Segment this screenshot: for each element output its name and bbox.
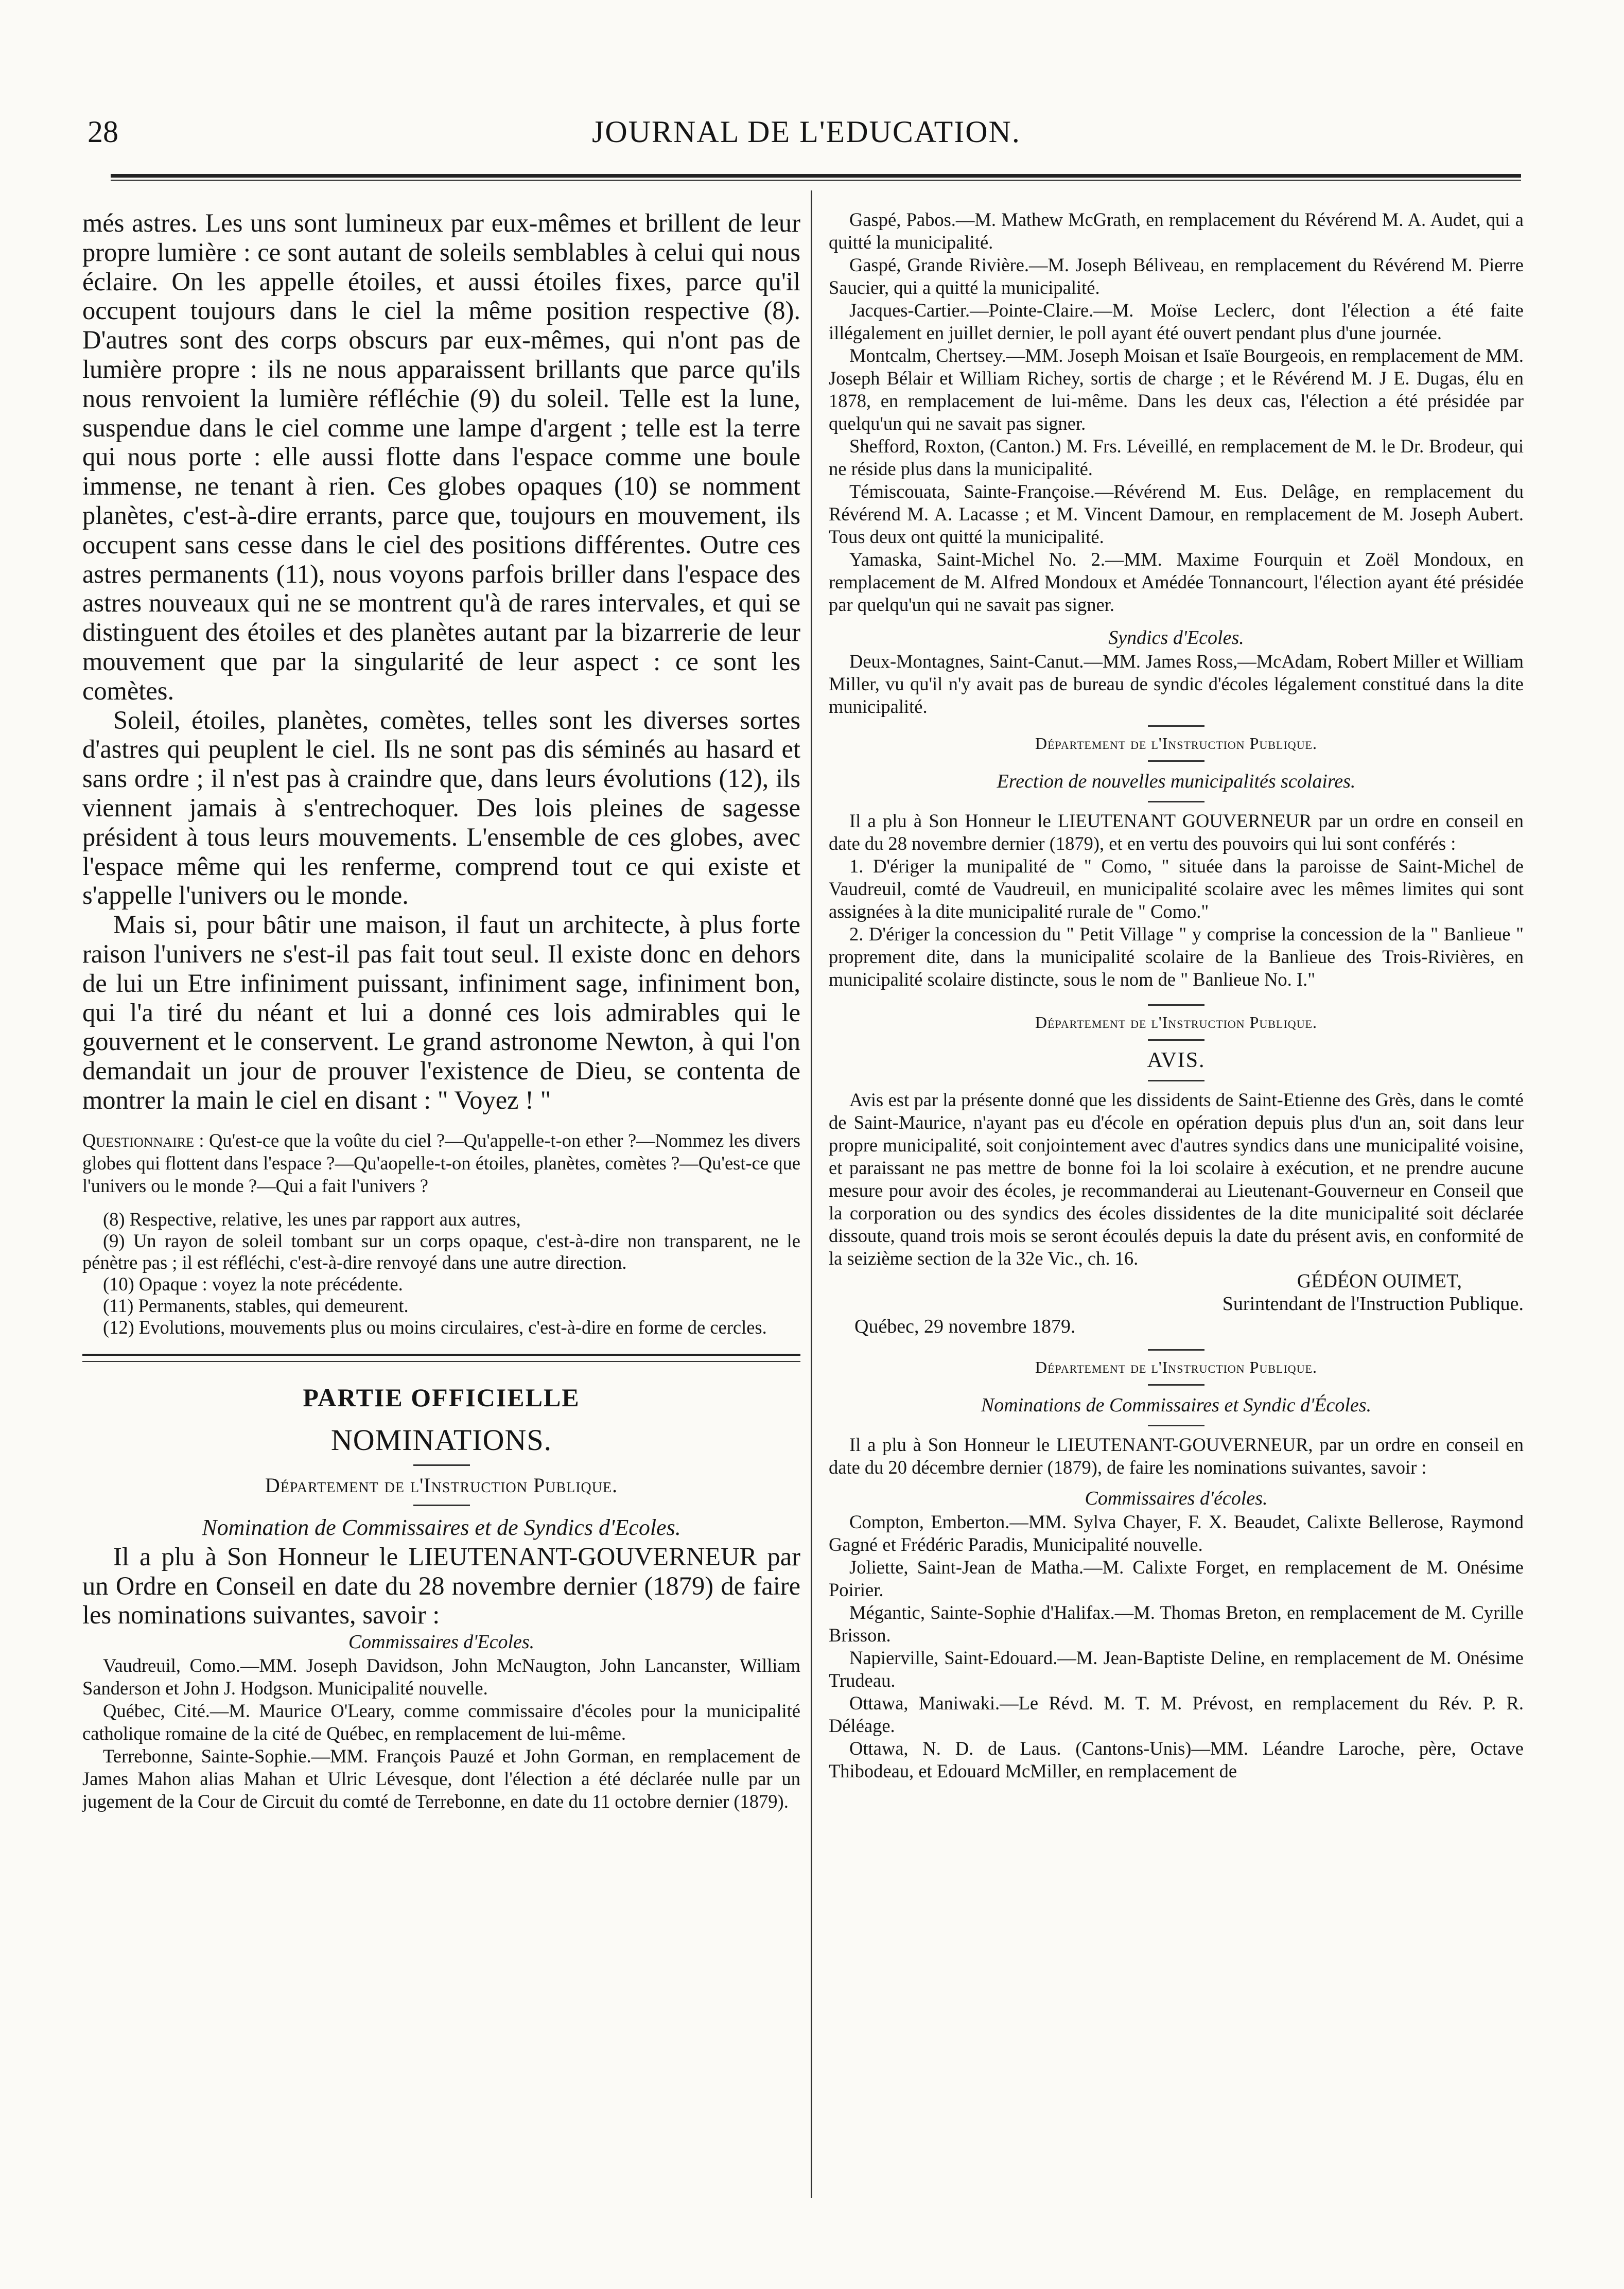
- article-paragraph: Soleil, étoiles, planètes, comètes, telles sont les diverses sortes d'astres qui peuplent le ciel. Ils ne sont pas dis séminés au hasard et sans ordre ; il n'est pas à craindre que, dans leurs évolutions (12), ils viennent jamais à s'entrechoquer. Des lois pleines de sagesse président à tous leurs mouvements. L'ensemble de ces globes, avec l'espace même qui les renferme, comprend tout ce qui existe et s'appelle l'univers ou le monde.: [82, 705, 800, 910]
- nomination-entry: Ottawa, Maniwaki.—Le Révd. M. T. M. Prévost, en remplacement du Rév. P. R. Déléage.: [829, 1692, 1524, 1736]
- nomination-entry: Jacques-Cartier.—Pointe-Claire.—M. Moïse Leclerc, dont l'élection a été faite illégalement en juillet dernier, le poll ayant été ouvert pendant plus d'une journée.: [829, 300, 1524, 343]
- department-heading: Département de l'Instruction Publique.: [265, 1473, 618, 1497]
- article-body: [82, 208, 800, 1115]
- header-rule: [111, 174, 1521, 181]
- article-paragraph: Mais si, pour bâtir une maison, il faut un architecte, à plus forte raison l'univers ne s'est-il pas fait tout seul. Il existe donc en dehors de lui un Etre infiniment puissant, infiniment sage, infiniment bon, qui l'a tiré du néant et lui a donné ces lois admirables qui le gouvernent et le conservent. Le grand astronome Newton, à qui l'on demandait un jour de prouver l'existence de Dieu, se contenta de montrer la main le ciel en disant : " Voyez ! ": [82, 910, 800, 1114]
- nominations-heading: NOMINATIONS.: [330, 1423, 552, 1457]
- short-rule: [1148, 1349, 1204, 1351]
- short-rule: [1148, 1039, 1204, 1041]
- nomination-entry: Montcalm, Chertsey.—MM. Joseph Moisan et Isaïe Bourgeois, en remplacement de MM. Joseph Bélair et William Richey, sortis de charge ; et le Révérend M. J E. Dugas, élu en 1878, en remplacement de lui-même. Dans les deux cas, l'élection a été présidée par quelqu'un qui ne savait pas signer.: [829, 345, 1524, 434]
- short-rule: [1148, 1004, 1204, 1006]
- syndics-entry: Deux-Montagnes, Saint-Canut.—MM. James Ross,—McAdam, Robert Miller et William Miller, vu qu'il n'y avait pas de bureau de syndic d'écoles légalement constitué dans la dite municipalité.: [829, 651, 1524, 717]
- signature: GÉDÉON OUIMET,: [1297, 1270, 1462, 1292]
- footnote: (9) Un rayon de soleil tombant sur un corps opaque, c'est-à-dire non transparent, ne le pénètre pas ; il est réfléchi, c'est-à-dire renvoyé dans une autre direction.: [82, 1230, 800, 1273]
- erection-item: 1. D'ériger la munipalité de " Como, " située dans la paroisse de Saint-Michel de Vaudreuil, comté de Vaudreuil, en municipalité scolaire avec les mêmes limites qui sont assignées à la dite municipalité rurale de " Como.": [829, 855, 1524, 922]
- avis-heading: AVIS.: [1147, 1049, 1206, 1072]
- short-rule: [1148, 1425, 1204, 1426]
- official-heading: PARTIE OFFICIELLE: [303, 1383, 580, 1412]
- nomination-title: Nomination de Commissaires et de Syndics d'Ecoles.: [202, 1514, 681, 1540]
- nomination-entry: Shefford, Roxton, (Canton.) M. Frs. Léveillé, en remplacement de M. le Dr. Brodeur, qui ne réside plus dans la municipalité.: [829, 435, 1524, 479]
- questionnaire-label: Questionnaire :: [82, 1129, 204, 1151]
- left-column: [82, 208, 800, 1813]
- nomination-entry: Ottawa, N. D. de Laus. (Cantons-Unis)—MM. Léandre Laroche, père, Octave Thibodeau, et Edouard McMiller, en remplacement de: [829, 1738, 1524, 1781]
- short-rule: [1148, 725, 1204, 727]
- nomination-entry: Québec, Cité.—M. Maurice O'Leary, comme commissaire d'écoles pour la municipalité catholique romaine de la cité de Québec, en remplacement de lui-même.: [82, 1700, 800, 1744]
- nomination-entry: Vaudreuil, Como.—MM. Joseph Davidson, John McNaugton, John Lancanster, William Sanderson et John J. Hodgson. Municipalité nouvelle.: [82, 1655, 800, 1699]
- short-rule: [1148, 1384, 1204, 1386]
- nomination-entry: Témiscouata, Sainte-Françoise.—Révérend M. Eus. Delâge, en remplacement du Révérend M. A. Lacasse ; et M. Vincent Damour, en remplacement de M. Joseph Aubert. Tous deux ont quitté la municipalité.: [829, 481, 1524, 547]
- nomination-entries-2: [829, 1511, 1524, 1783]
- short-rule: [1148, 1080, 1204, 1081]
- page-number: 28: [88, 115, 118, 149]
- commissaires-heading: Commissaires d'Ecoles.: [348, 1631, 535, 1653]
- signature-title: Surintendant de l'Instruction Publique.: [1222, 1293, 1524, 1315]
- short-rule: [1148, 801, 1204, 802]
- questionnaire-text: Qu'est-ce que la voûte du ciel ?—Qu'appelle-t-on ether ?—Nommez les divers globes qui flottent dans l'espace ?—Qu'aopelle-t-on étoiles, planètes, comètes ?—Qu'est-ce que l'univers ou le monde ?—Qui a fait l'univers ?: [82, 1129, 800, 1196]
- nomination-entry: Terrebonne, Sainte-Sophie.—MM. François Pauzé et John Gorman, en remplacement de James Mahon alias Mahan et Ulric Lévesque, dont l'élection a été déclarée nulle par un jugement de la Cour de Circuit du comté de Terrebonne, en date du 11 octobre dernier (1879).: [82, 1745, 800, 1812]
- footnote: (10) Opaque : voyez la note précédente.: [103, 1273, 403, 1295]
- short-rule: [413, 1505, 470, 1506]
- nomination-entry: Gaspé, Grande Rivière.—M. Joseph Béliveau, en remplacement du Révérend M. Pierre Saucier, qui a quitté la municipalité.: [829, 254, 1524, 298]
- nomination-entry: Mégantic, Sainte-Sophie d'Halifax.—M. Thomas Breton, en remplacement de M. Cyrille Brisson.: [829, 1602, 1524, 1646]
- commissaires2-heading: Commissaires d'écoles.: [1085, 1488, 1268, 1509]
- nomination-entry: Yamaska, Saint-Michel No. 2.—MM. Maxime Fourquin et Zoël Mondoux, en remplacement de M. Alfred Mondoux et Amédée Tonnancourt, l'élection ayant été présidée par quelqu'un qui ne savait pas signer.: [829, 549, 1524, 615]
- nomination-intro: [82, 1542, 800, 1630]
- short-rule: [1148, 760, 1204, 762]
- department-heading: Département de l'Instruction Publique.: [1035, 1358, 1318, 1376]
- right-column: [829, 208, 1524, 1783]
- journal-title: JOURNAL DE L'EDUCATION.: [592, 115, 1021, 149]
- nomination-entry: Joliette, Saint-Jean de Matha.—M. Calixte Forget, en remplacement de M. Onésime Poirier.: [829, 1557, 1524, 1600]
- short-rule: [413, 1464, 470, 1466]
- syndics-heading: Syndics d'Ecoles.: [1108, 627, 1244, 649]
- footnote: (11) Permanents, stables, qui demeurent.: [103, 1295, 409, 1316]
- erection-section: [829, 810, 1524, 991]
- nomination-entry: Compton, Emberton.—MM. Sylva Chayer, F. X. Beaudet, Calixte Bellerose, Raymond Gagné et Frédéric Paradis, Municipalité nouvelle.: [829, 1511, 1524, 1555]
- notice-date: Québec, 29 novembre 1879.: [854, 1316, 1076, 1337]
- footnote: (8) Respective, relative, les unes par rapport aux autres,: [103, 1208, 521, 1230]
- department-heading: Département de l'Instruction Publique.: [1035, 734, 1318, 753]
- nomination-entry: Gaspé, Pabos.—M. Mathew McGrath, en remplacement du Révérend M. A. Audet, qui a quitté la municipalité.: [829, 209, 1524, 253]
- nomination-entry: Napierville, Saint-Edouard.—M. Jean-Baptiste Deline, en remplacement de M. Onésime Trudeau.: [829, 1647, 1524, 1691]
- intro-paragraph: Il a plu à Son Honneur le LIEUTENANT-GOUVERNEUR par un Ordre en Conseil en date du 28 novembre dernier (1879) de faire les nominations suivantes, savoir :: [82, 1542, 800, 1630]
- nominations2-heading: Nominations de Commissaires et Syndic d'Écoles.: [981, 1394, 1372, 1416]
- section-rule: [82, 1354, 800, 1362]
- avis-text: Avis est par la présente donné que les dissidents de Saint-Etienne des Grès, dans le comté de Saint-Maurice, n'ayant pas eu d'école en opération depuis plus d'un an, soit dans leur propre municipalité, soit conjointement avec d'autres syndics dans une municipalité voisine, et paraissant ne pas mettre de bonne foi la loi scolaire à exécution, et ne prendre aucune mesure pour avoir des écoles, je recommanderai au Lieutenant-Gouverneur en Conseil que la corporation ou des syndics des écoles dissidentes de la dite municipalité soit déclarée dissoute, quand trois mois se seront écoulés depuis la date du présent avis, en conformité de la seizième section de la 32e Vic., ch. 16.: [829, 1089, 1524, 1269]
- article-paragraph: més astres. Les uns sont lumineux par eux-mêmes et brillent de leur propre lumière : ce sont autant de soleils semblables à celui qui nous éclaire. On les appelle étoiles, et aussi étoiles fixes, parce qu'il occupent toujours dans le ciel la même position respective (8). D'autres sont des corps obscurs par eux-mêmes, qui n'ont pas de lumière propre : ils ne nous apparaissent brillants que parce qu'ils nous renvoient la lumière réfléchie (9) du soleil. Telle est la lune, suspendue dans le ciel comme une lampe d'argent ; telle est la terre qui nous porte : elle aussi flotte dans l'espace comme une boule immense, ne tenant à rien. Ces globes opaques (10) se nomment planètes, c'est-à-dire errants, parce que, toujours en mouvement, ils occupent sans cesse dans le ciel des positions différentes. Outre ces astres permanents (11), nous voyons parfois briller dans l'espace des astres nouveaux qui ne se montrent qu'à de rares intervales, et qui se distinguent des étoiles et des planètes autant par la bizarrerie de leur mouvement que par la singularité de leur aspect : ce sont les comètes.: [82, 208, 800, 705]
- questionnaire: [82, 1129, 800, 1197]
- column-divider: [811, 190, 812, 2198]
- department-heading: Département de l'Instruction Publique.: [1035, 1013, 1318, 1032]
- footnote: (12) Evolutions, mouvements plus ou moins circulaires, c'est-à-dire en forme de cercles.: [103, 1316, 767, 1338]
- nominations2-intro: Il a plu à Son Honneur le LIEUTENANT-GOUVERNEUR, par un ordre en conseil en date du 20 décembre dernier (1879), de faire les nominations suivantes, savoir :: [829, 1434, 1524, 1478]
- nomination-entries: [82, 1654, 800, 1813]
- footnotes: [82, 1209, 800, 1338]
- erection-heading: Erection de nouvelles municipalités scolaires.: [997, 771, 1356, 792]
- erection-intro: Il a plu à Son Honneur le LIEUTENANT GOUVERNEUR par un ordre en conseil en date du 28 novembre dernier (1879), et en vertu des pouvoirs qui lui sont conférés :: [829, 810, 1524, 854]
- erection-item: 2. D'ériger la concession du " Petit Village " y comprise la concession de la " Banlieue " proprement dite, dans la municipalité scolaire de la Banlieue des Trois-Rivières, en municipalité scolaire distincte, sous le nom de " Banlieue No. I.": [829, 923, 1524, 990]
- nomination-entries-continued: [829, 208, 1524, 616]
